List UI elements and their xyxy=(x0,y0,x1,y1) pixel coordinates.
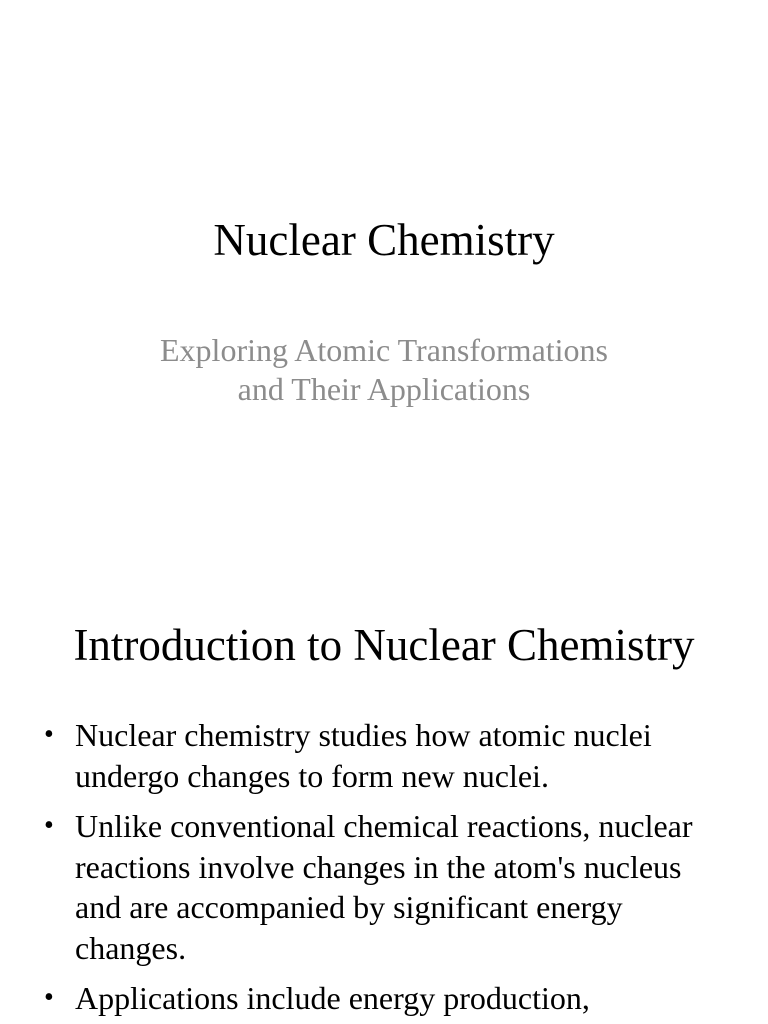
bullet-item xyxy=(0,806,768,968)
bullet-text: Nuclear chemistry studies how atomic nuclei undergo changes to form new nuclei. xyxy=(75,717,652,794)
bullet-item xyxy=(0,715,768,796)
bullet-icon: • xyxy=(44,810,54,841)
intro-slide-heading: Introduction to Nuclear Chemistry xyxy=(73,620,695,670)
subtitle-line-1: Exploring Atomic Transformations xyxy=(160,332,608,368)
bullet-item xyxy=(0,978,768,1019)
bullet-text: Applications include energy production, xyxy=(75,980,590,1016)
bullet-icon: • xyxy=(44,719,54,750)
bullet-text: Unlike conventional chemical reactions, nuclear reactions involve changes in the atom's nucleus and are accompanied by significant energy changes. xyxy=(75,808,693,966)
bullet-icon: • xyxy=(44,982,54,1013)
intro-bullet-list xyxy=(0,715,768,1024)
title-slide-subtitle xyxy=(0,331,768,409)
subtitle-line-2: and Their Applications xyxy=(237,371,531,407)
title-slide-heading: Nuclear Chemistry xyxy=(213,215,555,265)
